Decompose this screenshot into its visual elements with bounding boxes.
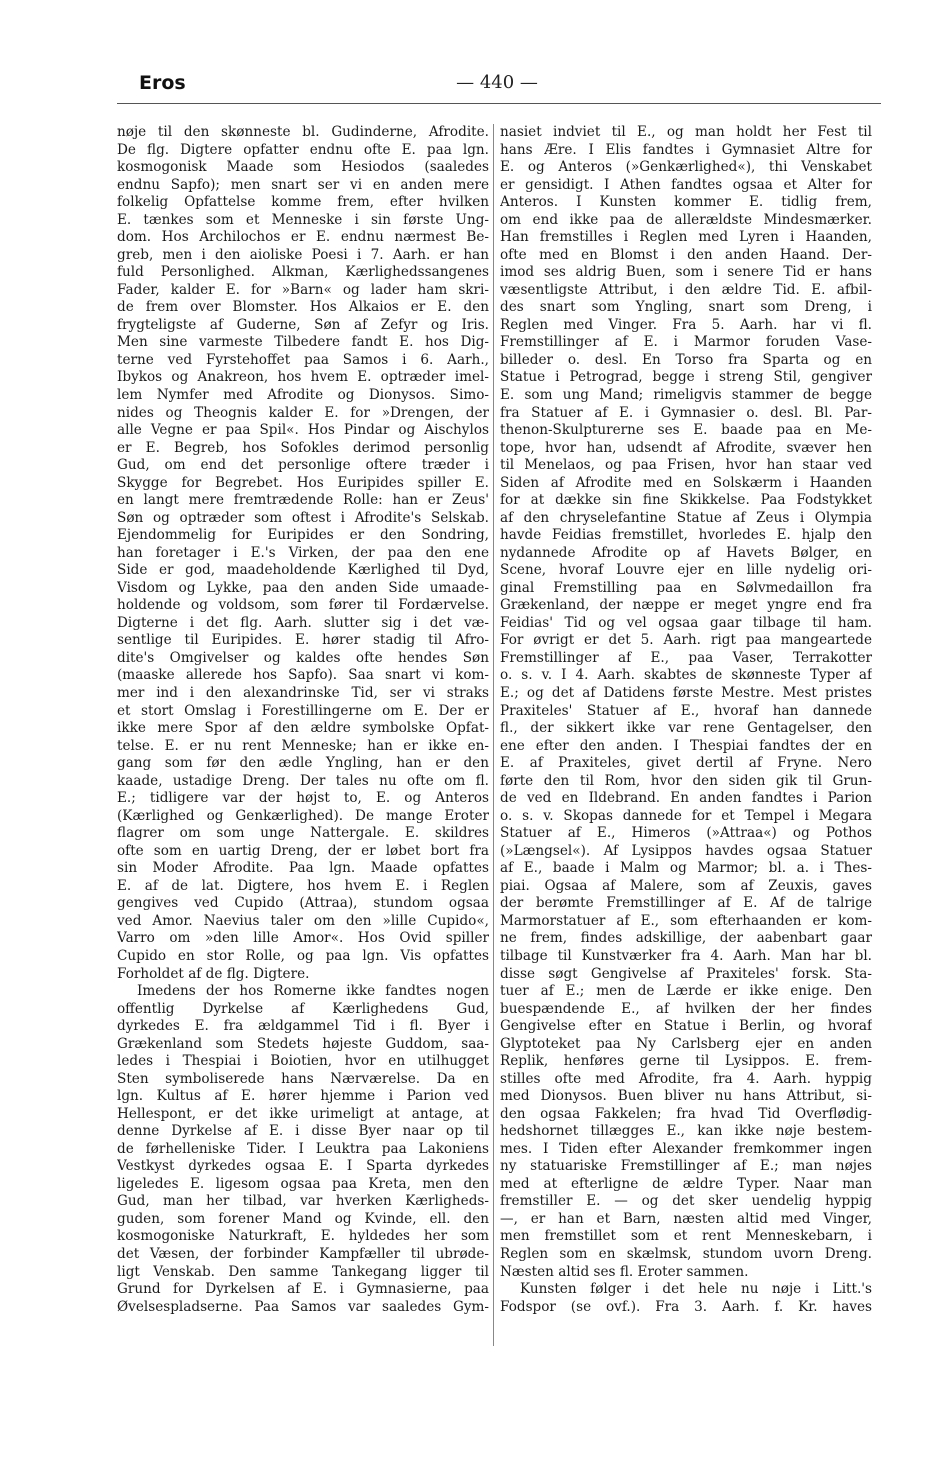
text-line: nydannede Afrodite op af Havets Bølger, en [500, 544, 872, 561]
text-line: E. som ung Mand; rimeligvis stammer de begge [500, 386, 872, 403]
page-number: — 440 — [456, 72, 538, 93]
text-line: er E. Begreb, hos Sofokles derimod personlig [117, 439, 489, 456]
text-line: af E., baade i Malm og Marmor; bl. a. i Thes- [500, 860, 872, 877]
text-line: Forholdet af de flg. Digtere. [117, 965, 310, 982]
text-line: Han fremstilles i Reglen med Lyren i Haanden, [500, 229, 872, 246]
text-line: ene efter den anden. I Thespiai fandtes der en [500, 737, 872, 754]
text-line: der berømte Fremstillinger af E. Af de talrige [500, 895, 872, 912]
text-line: Øvelsespladserne. Paa Samos var saaledes Gym- [117, 1298, 489, 1315]
text-line: fremstiller E. — og det sker uendelig hyppig [500, 1193, 872, 1210]
text-line: o. s. v. Skopas dannede for et Tempel i Megara [500, 807, 872, 824]
text-line: Fader, kalder E. for »Barn« og lader ham skri- [117, 281, 489, 298]
text-line: ny statuariske Fremstillinger af E.; man nøjes [500, 1158, 872, 1175]
text-line: Kunsten følger i det hele nu nøje i Litt.'s [520, 1281, 872, 1298]
text-line: de førhelleniske Tider. I Leuktra paa Lakoniens [117, 1140, 489, 1157]
text-line: gang som før den ædle Yngling, han er den [117, 755, 489, 772]
text-line: ligt Venskab. Den samme Tankegang ligger til [117, 1263, 489, 1280]
text-line: E.; og det af Datidens første Mestre. Mest pristes [500, 685, 872, 701]
header-title: Eros [139, 72, 186, 94]
text-line: E. og Anteros (»Genkærlighed«), thi Venskabet [500, 159, 872, 176]
text-line: om end ikke paa de allerældste Mindesmærker. [500, 211, 872, 228]
text-line: kaade, ustadige Dreng. Der tales nu ofte om fl. [117, 772, 489, 789]
text-line: Søn og optræder som oftest i Afrodite's Selskab. [117, 509, 489, 526]
header-rule [117, 103, 881, 104]
text-line: førte den til Rom, hvor den siden gik til Grun- [500, 772, 872, 789]
text-line: sin Moder Afrodite. Paa lgn. Maade opfattes [117, 860, 489, 877]
text-line: telse. E. er nu rent Menneske; han er ikke en- [117, 737, 489, 754]
text-line: folkelig Opfattelse komme frem, efter hvilken [117, 194, 489, 211]
text-line: med at efterligne de ældre Typer. Naar man [500, 1175, 872, 1192]
text-line: Ibykos og Anakreon, hos hvem E. optræder imel- [117, 369, 489, 386]
text-line: Siden af Afrodite med en Solskærm i Haanden [500, 474, 872, 491]
text-line: sentlige til Euripides. E. hører stadig til Afro- [117, 632, 489, 649]
text-line: Fremstillinger af E. i Marmor foruden Vase- [500, 334, 872, 351]
text-line: piai. Ogsaa af Malere, som af Zeuxis, gaves [500, 877, 872, 894]
text-line: de ved en Ildebrand. En anden fandtes i Parion [500, 790, 872, 807]
text-line: alle Vegne er paa Spil«. Hos Pindar og Aischylos [117, 422, 489, 439]
text-line: denne Dyrkelse af E. i disse Byer naar op til [117, 1123, 489, 1140]
text-line: dyrkedes E. fra ældgammel Tid i fl. Byer i [117, 1018, 489, 1035]
text-line: Glyptoteket paa Ny Carlsberg ejer en anden [500, 1035, 872, 1052]
text-line: endnu Sapfo); men snart ser vi en anden mere [117, 176, 489, 193]
text-line: ofte med en Blomst i den anden Haand. Der- [500, 246, 872, 263]
text-line: Reglen med Vinger. Fra 5. Aarh. har vi fl. [500, 316, 872, 333]
text-line: havde Feidias fremstillet, hvorledes E. hjalp den [500, 527, 872, 544]
text-line: lem Nymfer med Afrodite og Dionysos. Simo- [117, 386, 489, 403]
text-line: kosmogonisk Maade som Hesiodos (saaledes [117, 159, 489, 176]
text-line: ne frem, findes adskillige, der aabenbart gaar [500, 930, 872, 947]
text-line: imod ses aldrig Buen, som i senere Tid er hans [500, 264, 872, 281]
text-line: dite's Omgivelser og kaldes ofte hendes Søn [117, 649, 489, 666]
text-line: hedshornet tillægges E., kan ikke nøje bestem- [500, 1123, 872, 1140]
text-line: E. af de lat. Digtere, hos hvem E. i Reglen [117, 877, 489, 894]
text-line: Ejendommelig for Euripides er den Sondring, [117, 527, 489, 544]
text-line: han foretager i E.'s Virken, der paa den ene [117, 544, 489, 561]
text-line: til Menelaos, og paa Frisen, hvor han staar ved [500, 457, 872, 474]
text-line: Anteros. I Kunsten kommer E. tidlig frem, [500, 194, 872, 211]
text-line: stilles ofte med Afrodite, fra 4. Aarh. hyppig [500, 1070, 872, 1087]
text-line: E. af Praxiteles, givet dertil af Fryne. Nero [500, 755, 872, 772]
right-column [500, 124, 872, 1344]
text-line: men fremstillet som et rent Menneskebarn, i [500, 1228, 872, 1245]
text-line: for at dække sin fine Skikkelse. Paa Fodstykket [500, 492, 872, 509]
text-line: Marmorstatuer af E., som efterhaanden er kom- [500, 912, 872, 929]
text-line: Gengivelse efter en Statue i Berlin, og hvoraf [500, 1018, 872, 1035]
text-line: disse søgt Gengivelse af Praxiteles' forsk. Sta- [500, 965, 872, 982]
text-line: ikke mere Spor af den ældre symbolske Opfat- [117, 720, 489, 737]
text-line: frygteligste af Guderne, Søn af Zefyr og Iris. [117, 316, 489, 333]
text-line: lgn. Kultus af E. hører hjemme i Parion ved [117, 1088, 489, 1105]
text-line: Praxiteles' Statuer af E., hvoraf han dannede [500, 702, 872, 719]
text-line: billeder o. desl. En Torso fra Sparta og en [500, 351, 872, 368]
running-header [117, 64, 877, 104]
text-line: Scene, hvoraf Louvre ejer en lille nydelig ori- [500, 562, 872, 579]
text-line: væsentligste Attribut, i den ældre Tid. E. afbil- [500, 281, 872, 298]
text-line: holdende og voldsom, som fører til Fordærvelse. [117, 597, 489, 614]
column-divider [493, 124, 494, 1346]
text-line: tuer af E.; men de Lærde er ikke enige. Den [500, 983, 872, 1000]
text-line: Grækenland, der næppe er meget yngre end fra [500, 597, 872, 614]
text-line: thenon-Skulpturerne ses E. baade paa en Me- [500, 422, 872, 439]
text-line: o. s. v. I 4. Aarh. skabtes de skønneste Typer af [500, 667, 872, 684]
text-line: Imedens der hos Romerne ikke fandtes nogen [137, 983, 489, 1000]
text-line: ofte som en uartig Dreng, der er løbet bort fra [117, 842, 489, 859]
text-line: Fodspor (se ovf.). Fra 3. Aarh. f. Kr. haves [500, 1298, 872, 1315]
text-line: E.; tidligere var der højst to, E. og Anteros [117, 790, 489, 807]
text-line: Digterne i det flg. Aarh. slutter sig i det væ- [117, 614, 489, 631]
text-line: (»Længsel«). Af Lysippos havdes ogsaa Statuer [500, 842, 872, 859]
text-line: hans Ære. I Elis fandtes i Gymnasiet Altre for [500, 141, 872, 158]
text-line: Statue i Petrograd, begge i streng Stil, gengiver [500, 369, 872, 386]
text-line: (Kærlighed og Genkærlighed). De mange Eroter [117, 807, 489, 824]
text-line: Vestkyst dyrkedes ogsaa E. I Sparta dyrkedes [117, 1158, 489, 1175]
text-line: det Væsen, der forbinder Kampfæller til ubrøde- [117, 1246, 489, 1262]
text-line: en langt mere fremtrædende Rolle: han er Zeus' [117, 492, 489, 509]
text-line: Skygge for Begrebet. Hos Euripides spiller E. [117, 474, 489, 491]
text-line: ligeledes E. ligesom ogsaa paa Kreta, men den [117, 1175, 489, 1192]
text-line: fl., der sikkert ikke var rene Gentagelser, den [500, 720, 872, 737]
text-line: Feidias' Tid og vel ogsaa gaar tilbage til ham. [500, 614, 872, 631]
left-column [117, 124, 489, 1344]
text-line: Reglen som en skælmsk, stundom uvorn Dreng. [500, 1246, 872, 1262]
text-line: af den chryselefantine Statue af Zeus i Olympia [500, 509, 872, 526]
text-line: buespændende E., af hvilken der her findes [500, 1000, 872, 1017]
text-line: med Dionysos. Buen bliver nu hans Attribut, si- [500, 1088, 872, 1105]
text-line: Visdom og Lykke, paa den anden Side umaade- [117, 579, 489, 596]
text-line: Næsten altid ses fl. Eroter sammen. [500, 1263, 749, 1280]
text-line: Grækenland som Stedets højeste Guddom, saa- [117, 1035, 489, 1052]
text-line: ledes i Thespiai i Boiotien, hvor en utilhugget [117, 1053, 489, 1070]
text-line: dom. Hos Archilochos er E. endnu nærmest Be- [117, 229, 489, 246]
text-line: flagrer om som unge Nattergale. E. skildres [117, 825, 489, 842]
text-line: ved Amor. Naevius taler om den »lille Cupido«, [117, 912, 489, 929]
text-line: et stort Omslag i Forestillingerne om E. Der er [117, 702, 489, 719]
text-line: De flg. Digtere opfatter endnu ofte E. paa lgn. [117, 141, 489, 158]
text-line: kosmogoniske Naturkraft, E. hyldedes her som [117, 1228, 489, 1245]
text-line: nides og Theognis kalder E. for »Drengen, der [117, 404, 489, 421]
text-line: mer ind i den alexandrinske Tid, ser vi straks [117, 685, 489, 701]
text-line: Sten symboliserede hans Nærværelse. Da en [117, 1070, 489, 1087]
text-line: Fremstillinger af E., paa Vaser, Terrakotter [500, 649, 872, 666]
text-line: Replik, henføres gerne til Lysippos. E. frem- [500, 1053, 872, 1070]
text-line: fuld Personlighed. Alkman, Kærlighedssangenes [117, 264, 489, 281]
text-line: gengives ved Cupido (Attraa), stundom ogsaa [117, 895, 489, 912]
text-line: guden, som forener Mand og Kvinde, ell. den [117, 1210, 489, 1227]
text-line: —, er han et Barn, næsten altid med Vinger, [500, 1210, 872, 1227]
text-line: terne ved Fyrstehoffet paa Samos i 6. Aarh., [117, 351, 489, 368]
text-line: mes. I Tiden efter Alexander fremkommer ingen [500, 1140, 872, 1157]
text-line: de frem over Blomster. Hos Alkaios er E. den [117, 299, 489, 316]
text-line: Cupido en stor Rolle, og paa lgn. Vis opfattes [117, 947, 489, 964]
text-line: Statuer af E., Himeros (»Attraa«) og Pothos [500, 825, 872, 842]
text-line: (maaske allerede hos Sapfo). Saa snart vi kom- [117, 667, 489, 684]
text-line: Gud, om end det personlige oftere træder i [117, 457, 489, 474]
text-line: tope, hvor han, udsendt af Afrodite, svæver hen [500, 439, 872, 456]
text-line: fra Statuer af E. i Gymnasier o. desl. Bl. Par- [500, 404, 872, 421]
text-line: Grund for Dyrkelsen af E. i Gymnasierne, paa [117, 1281, 489, 1298]
text-line: Hellespont, er det ikke urimeligt at antage, at [117, 1105, 489, 1122]
text-line: For øvrigt er det 5. Aarh. rigt paa mangeartede [500, 632, 872, 649]
text-line: offentlig Dyrkelse af Kærlighedens Gud, [117, 1000, 489, 1017]
text-line: E. tænkes som et Menneske i sin første Ung- [117, 211, 489, 228]
text-line: nøje til den skønneste bl. Gudinderne, Afrodite. [117, 124, 489, 140]
text-line: Men sine varmeste Tilbedere fandt E. hos Dig- [117, 334, 489, 351]
text-line: greb, men i den aioliske Poesi i 7. Aarh. er han [117, 246, 489, 263]
text-line: Varro om »den lille Amor«. Hos Ovid spiller [117, 930, 489, 947]
text-line: den ogsaa Fakkelen; fra hvad Tid Overflødig- [500, 1105, 872, 1122]
text-line: nasiet indviet til E., og man holdt her Fest til [500, 124, 872, 140]
text-line: er gensidigt. I Athen fandtes ogsaa et Alter for [500, 176, 872, 193]
text-line: Side er god, maadeholdende Kærlighed til Dyd, [117, 562, 489, 579]
text-line: Gud, man her tilbad, var hverken Kærligheds- [117, 1193, 489, 1210]
text-line: tilbage til Kunstværker fra 4. Aarh. Man har bl. [500, 947, 872, 964]
text-line: ginal Fremstilling paa en Sølvmedaillon fra [500, 579, 872, 596]
text-line: des snart som Yngling, snart som Dreng, i [500, 299, 872, 316]
